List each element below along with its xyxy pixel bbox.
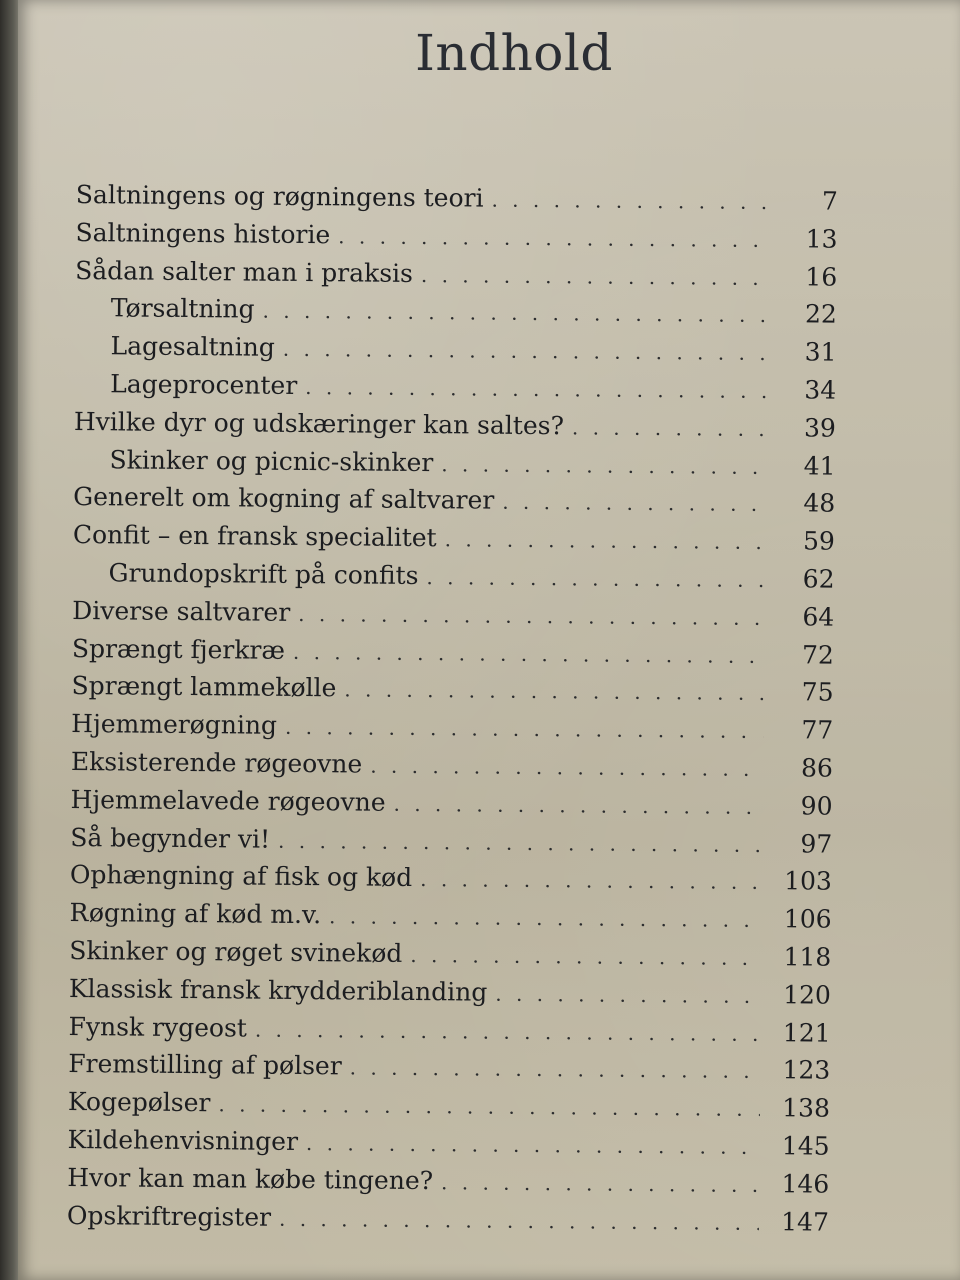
toc-entry — [74, 407, 836, 451]
dot-leader — [410, 943, 761, 970]
dot-leader — [306, 1131, 760, 1159]
toc-entry-page-number: 118 — [783, 942, 832, 972]
toc-entry — [74, 369, 836, 413]
toc-entry-page-number: 120 — [783, 979, 832, 1010]
table-of-contents — [67, 180, 838, 1245]
toc-entry-page-number: 123 — [782, 1055, 831, 1085]
toc-entry-title: Klassisk fransk krydderiblanding — [68, 973, 488, 1007]
toc-entry-title: Lagesaltning — [110, 331, 275, 362]
toc-entry-title: Lageprocenter — [110, 369, 298, 400]
toc-entry-page-number: 145 — [781, 1131, 830, 1161]
toc-entry — [68, 1087, 830, 1131]
toc-entry-page-number: 13 — [805, 224, 838, 254]
toc-entry-page-number: 106 — [783, 904, 832, 934]
toc-entry — [68, 1011, 830, 1055]
toc-entry-title: Grundopskrift på confits — [108, 558, 419, 590]
toc-entry-title: Hjemmelavede røgeovne — [70, 784, 386, 817]
toc-entry-title: Skinker og røget svinekød — [69, 935, 403, 968]
dot-leader — [283, 337, 767, 365]
toc-entry — [69, 936, 831, 980]
toc-entry — [70, 785, 832, 829]
dot-leader — [262, 299, 766, 327]
dot-leader — [491, 188, 768, 214]
dot-leader — [572, 415, 766, 441]
dot-leader — [502, 490, 765, 516]
page-title: Indhold — [415, 24, 613, 82]
toc-entry-title: Ophængning af fisk og kød — [69, 860, 413, 893]
toc-entry — [70, 860, 832, 904]
toc-entry-page-number: 121 — [782, 1017, 831, 1048]
toc-entry — [73, 445, 835, 489]
toc-entry-title: Hvilke dyr og udskæringer kan saltes? — [73, 406, 565, 441]
dot-leader — [298, 602, 764, 630]
dot-leader — [279, 1206, 759, 1234]
dot-leader — [329, 904, 762, 932]
dot-leader — [370, 754, 763, 781]
toc-entry — [71, 709, 833, 753]
dot-leader — [445, 527, 765, 554]
toc-entry-title: Hvor kan man købe tingene? — [67, 1162, 434, 1195]
toc-entry-page-number: 97 — [800, 828, 833, 859]
toc-entry-title: Saltningens og røgningens teori — [75, 180, 484, 213]
toc-entry-page-number: 34 — [804, 375, 837, 405]
dot-leader — [426, 565, 764, 592]
toc-entry-title: Tørsaltning — [110, 293, 255, 324]
toc-entry — [75, 256, 837, 300]
dot-leader — [350, 1056, 761, 1084]
toc-entry-page-number: 90 — [800, 791, 833, 821]
toc-entry-title: Kildehenvisninger — [67, 1124, 299, 1156]
dot-leader — [285, 715, 763, 743]
toc-entry-page-number: 59 — [802, 526, 836, 556]
toc-entry — [69, 898, 831, 942]
toc-entry-title: Sprængt lammekølle — [71, 671, 337, 703]
toc-entry — [68, 1049, 830, 1093]
dot-leader — [495, 981, 761, 1007]
toc-entry — [76, 180, 838, 224]
toc-entry — [71, 671, 833, 715]
toc-entry — [72, 634, 834, 678]
toc-entry — [67, 1125, 829, 1169]
toc-entry-title: Opskriftregister — [66, 1200, 272, 1232]
toc-entry — [75, 293, 837, 337]
toc-entry-title: Røgning af kød m.v. — [69, 898, 322, 930]
toc-entry — [72, 558, 834, 602]
toc-entry-title: Generelt om kogning af saltvarer — [73, 482, 495, 516]
dot-leader — [305, 375, 766, 403]
dot-leader — [338, 224, 767, 252]
toc-entry-title: Kogepølser — [67, 1087, 211, 1118]
toc-entry-title: Fynsk rygeost — [68, 1011, 248, 1043]
toc-entry — [67, 1200, 829, 1244]
toc-entry — [73, 482, 835, 526]
toc-entry-page-number: 86 — [800, 753, 834, 783]
toc-entry-title: Sprængt fjerkræ — [71, 633, 286, 665]
toc-entry-page-number: 31 — [804, 337, 837, 367]
toc-entry-page-number: 7 — [821, 186, 838, 216]
toc-entry-title: Confit – en fransk specialitet — [72, 520, 437, 553]
dot-leader — [218, 1092, 760, 1121]
dot-leader — [420, 867, 762, 894]
toc-entry-page-number: 147 — [781, 1206, 830, 1237]
toc-entry-title: Så begynder vi! — [70, 822, 271, 854]
toc-entry — [69, 974, 831, 1018]
toc-entry — [71, 747, 833, 791]
toc-entry-page-number: 64 — [802, 602, 835, 632]
dot-leader — [441, 452, 765, 479]
toc-entry-title: Diverse saltvarer — [72, 595, 291, 627]
toc-entry-title: Skinker og picnic-skinker — [109, 444, 434, 477]
dot-leader — [255, 1017, 761, 1045]
toc-entry — [75, 218, 837, 262]
toc-entry-page-number: 22 — [804, 299, 837, 330]
toc-entry-page-number: 146 — [781, 1168, 830, 1199]
dot-leader — [421, 263, 767, 290]
toc-entry-page-number: 72 — [801, 639, 835, 670]
toc-entry-page-number: 39 — [803, 413, 836, 443]
toc-entry-page-number: 75 — [801, 677, 834, 707]
dot-leader — [293, 639, 764, 667]
toc-entry-page-number: 62 — [802, 564, 835, 594]
dot-leader — [344, 678, 763, 706]
toc-entry — [74, 331, 836, 375]
toc-entry-page-number: 41 — [803, 450, 836, 481]
toc-entry-page-number: 48 — [803, 488, 836, 519]
toc-entry-title: Saltningens historie — [75, 217, 331, 250]
dot-leader — [441, 1170, 759, 1197]
toc-entry — [70, 823, 832, 867]
toc-entry-page-number: 77 — [801, 715, 834, 745]
toc-entry — [67, 1163, 829, 1207]
dot-leader — [278, 828, 762, 856]
toc-entry-page-number: 103 — [784, 866, 833, 896]
book-page — [18, 0, 960, 1280]
toc-entry-title: Eksisterende røgeovne — [70, 746, 363, 779]
toc-entry-title: Sådan salter man i praksis — [75, 255, 414, 288]
toc-entry — [73, 520, 835, 564]
toc-entry-title: Fremstilling af pølser — [68, 1049, 342, 1081]
toc-entry-page-number: 16 — [805, 261, 838, 292]
toc-entry-page-number: 138 — [782, 1093, 831, 1123]
dot-leader — [393, 792, 762, 819]
toc-entry — [72, 596, 834, 640]
toc-entry-title: Hjemmerøgning — [71, 709, 278, 740]
